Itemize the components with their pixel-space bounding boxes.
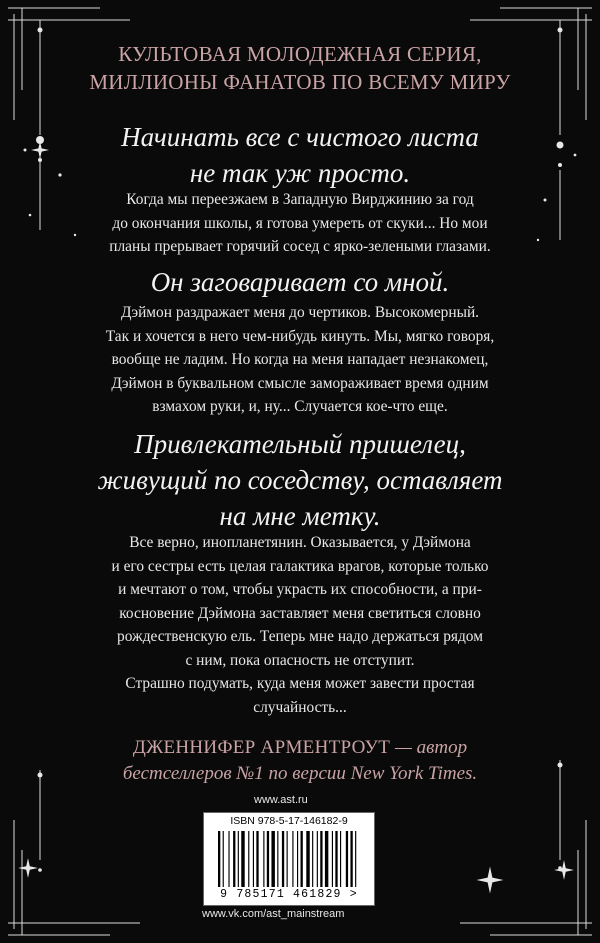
barcode-bars xyxy=(218,831,364,887)
section1-heading: Начинать все с чистого листа не так уж просто. xyxy=(121,122,479,188)
section2-heading: Он заговаривает со мной. xyxy=(150,267,450,297)
barcode-stripe xyxy=(241,831,244,887)
tagline-line1: КУЛЬТОВАЯ МОЛОДЕЖНАЯ СЕРИЯ, xyxy=(118,42,482,66)
barcode xyxy=(203,812,375,906)
barcode-stripe xyxy=(332,831,333,887)
barcode-stripe xyxy=(325,831,328,887)
barcode-stripe xyxy=(317,831,318,887)
barcode-stripe xyxy=(267,831,269,887)
barcode-stripe xyxy=(282,831,284,887)
barcode-stripe xyxy=(287,831,288,887)
barcode-stripe xyxy=(350,831,352,887)
barcode-stripe xyxy=(233,831,235,887)
barcode-stripe xyxy=(271,831,274,887)
author-desc: — автор xyxy=(390,737,468,758)
section1-body: Когда мы переезжаем в Западную Вирджинию за год до окончания школы, я готова умереть от скуки... Но мои планы прерывает горячий сосед с ярко-зелеными глазами. xyxy=(109,191,491,255)
barcode-stripe xyxy=(355,831,356,887)
barcode-stripe xyxy=(292,831,293,887)
barcode-stripe xyxy=(223,831,224,887)
barcode-digits: 9 785171 461829 > xyxy=(220,888,358,901)
barcode-stripe xyxy=(228,831,229,887)
barcode-stripe xyxy=(312,831,313,887)
barcode-stripe xyxy=(335,831,337,887)
barcode-stripe xyxy=(346,831,348,887)
section3-body: Все верно, инопланетянин. Оказывается, у Дэймона и его сестры есть целая галактика врагов, которые только и мечтают о том, чтобы украсть их способности, а при- косновение Дэймона заставляет меня светиться словно рождественскую ель. Теперь мне надо держаться рядом с ним, пока опасность не отступит. Страшно подумать, куда меня может завести простая случайность... xyxy=(111,534,489,716)
barcode-stripe xyxy=(253,831,254,887)
isbn-text: ISBN 978-5-17-146182-9 xyxy=(230,815,348,827)
barcode-stripe xyxy=(320,831,322,887)
barcode-stripe xyxy=(248,831,249,887)
barcode-stripe xyxy=(301,831,303,887)
barcode-stripe xyxy=(306,831,309,887)
publisher-site-link[interactable]: www.ast.ru xyxy=(254,794,308,806)
series-tagline xyxy=(60,40,540,96)
author-name: ДЖЕННИФЕР АРМЕНТРОУТ xyxy=(132,737,391,758)
barcode-stripe xyxy=(297,831,298,887)
author-desc-line2: бестселлеров №1 по версии New York Times. xyxy=(122,763,478,784)
author-credit xyxy=(70,735,530,787)
vk-link[interactable]: www.vk.com/ast_mainstream xyxy=(202,908,345,920)
section2-body: Дэймон раздражает меня до чертиков. Высокомерный. Так и хочется в него чем-нибудь кинуть. Мы, мягко говоря, вообще не ладим. Но когда на меня нападает незнакомец, Дэймон в буквальном смысле замораживает время одним взмахом руки, и, ну... Случается кое-что еще. xyxy=(105,304,495,415)
barcode-stripe xyxy=(277,831,278,887)
barcode-stripe xyxy=(218,831,220,887)
tagline-line2: МИЛЛИОНЫ ФАНАТОВ ПО ВСЕМУ МИРУ xyxy=(89,70,511,94)
barcode-stripe xyxy=(256,831,258,887)
barcode-stripe xyxy=(238,831,239,887)
barcode-stripe xyxy=(263,831,264,887)
section3-heading: Привлекательный пришелец, живущий по соседству, оставляет на мне метку. xyxy=(97,429,503,531)
barcode-stripe xyxy=(340,831,341,887)
